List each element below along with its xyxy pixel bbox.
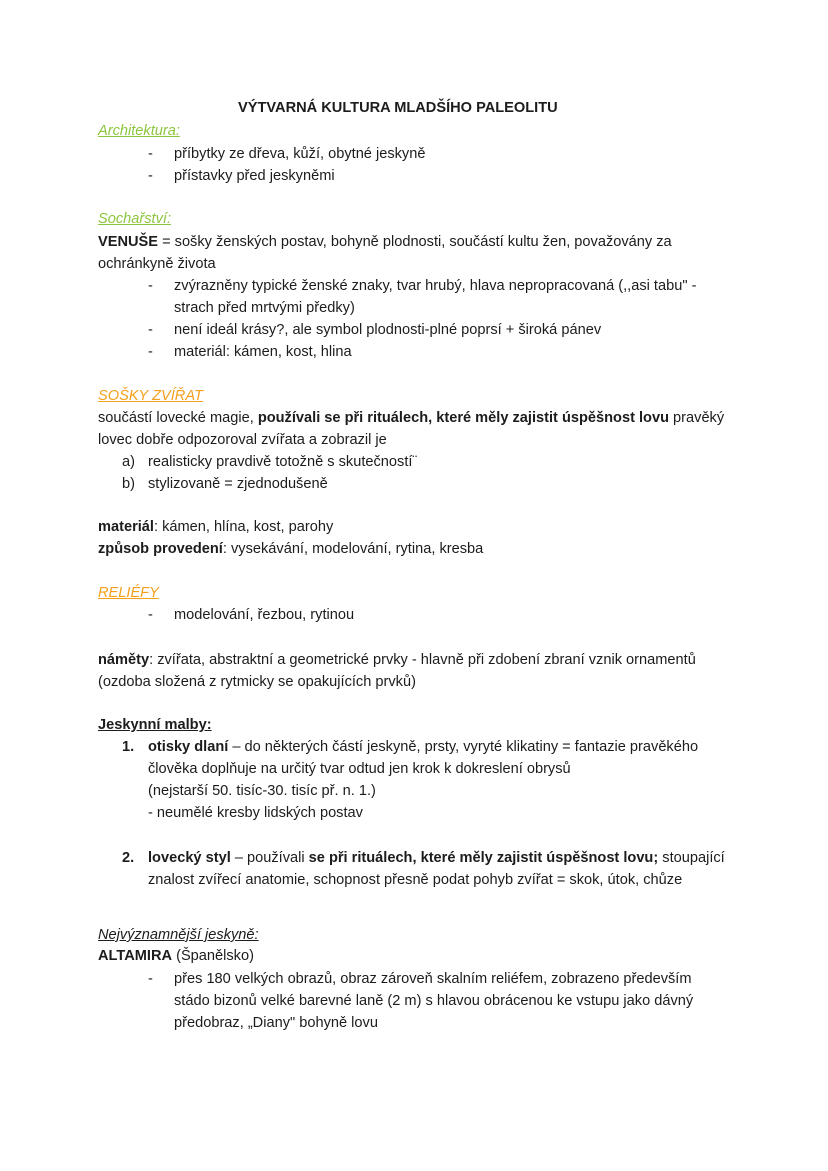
bullet-marker: - [148, 168, 153, 184]
zpusob-label: způsob provedení [98, 541, 223, 557]
sosky-paragraph-1 [98, 408, 724, 428]
sosky-p1-bold: používali se při rituálech, které měly zajistit úspěšnost lovu [257, 410, 669, 426]
venuse-def-text: = sošky ženských postav, bohyně plodnosti, součástí kultu žen, považovány za [158, 234, 672, 250]
malby-item-1-line-4: - neumělé kresby lidských postav [148, 805, 363, 821]
malby-item-1-line-2: člověka doplňuje na určitý tvar odtud jen krok k dokreslení obrysů [148, 761, 571, 777]
sosky-list-item-a: realisticky pravdivě totožně s skutečností¨ [148, 454, 418, 470]
document-title: VÝTVARNÁ KULTURA MLADŠÍHO PALEOLITU [238, 100, 558, 116]
sosky-list-item-b: stylizovaně = zjednodušeně [148, 476, 328, 492]
namety-line-cont: (ozdoba složená z rytmicky se opakujících prvků) [98, 674, 416, 690]
malby-item-2 [148, 848, 725, 868]
altamira-item-line-3: předobraz, „Diany" bohyně lovu [174, 1015, 378, 1031]
material-text: : kámen, hlína, kost, parohy [153, 519, 334, 535]
namety-label: náměty [98, 652, 150, 668]
sosky-p1-c: pravěký [669, 410, 725, 426]
malby-item-1-text: – do některých částí jeskyně, prsty, vyryté klikatiny = fantazie pravěkého [228, 739, 699, 755]
socharstvi-item-3: materiál: kámen, kost, hlina [174, 344, 352, 360]
malby-item-1-term: otisky dlaní [148, 739, 229, 755]
altamira-item-line-1: přes 180 velkých obrazů, obraz zároveň skalním reliéfem, zobrazeno především [174, 971, 692, 987]
malby-item-2-line-2: znalost zvířecí anatomie, schopnost přesně podat pohyb zvířat = skok, útok, chůze [148, 872, 683, 888]
malby-item-2-a: – používali [230, 850, 309, 866]
reliefy-heading: RELIÉFY [98, 585, 159, 601]
material-line [98, 517, 333, 537]
malby-item-2-bold: se při rituálech, které měly zajistit úspěšnost lovu; [308, 850, 659, 866]
architektura-item-1: příbytky ze dřeva, kůží, obytné jeskyně [174, 146, 426, 162]
altamira-term: ALTAMIRA [98, 948, 173, 964]
jeskyne-heading: Nejvýznamnější jeskyně: [98, 927, 259, 943]
namety-text: : zvířata, abstraktní a geometrické prvky - hlavně při zdobení zbraní vznik ornamentů [149, 652, 696, 668]
socharstvi-item-1-cont: strach před mrtvými předky) [174, 300, 355, 316]
architektura-item-2: přístavky před jeskyněmi [174, 168, 335, 184]
venuse-definition [98, 232, 672, 252]
bullet-marker: - [148, 146, 153, 162]
bullet-marker: - [148, 344, 153, 360]
sosky-zvirat-heading: SOŠKY ZVÍŘAT [98, 388, 203, 404]
venuse-definition-cont: ochránkyně života [98, 256, 216, 272]
jeskynni-malby-heading: Jeskynní malby: [98, 717, 212, 733]
malby-item-1 [148, 737, 698, 757]
bullet-marker: - [148, 278, 153, 294]
list-number-1: 1. [122, 739, 135, 755]
bullet-marker: - [148, 322, 153, 338]
venuse-term: VENUŠE [98, 234, 159, 250]
namety-line [98, 650, 696, 670]
zpusob-line [98, 539, 483, 559]
malby-item-2-c: stoupající [658, 850, 725, 866]
list-marker-a: a) [122, 454, 135, 470]
sosky-p1-a: součástí lovecké magie, [98, 410, 258, 426]
sosky-paragraph-1-cont: lovec dobře odpozoroval zvířata a zobrazil je [98, 432, 387, 448]
socharstvi-item-1: zvýrazněny typické ženské znaky, tvar hrubý, hlava nepropracovaná (,,asi tabu" - [174, 278, 697, 294]
altamira-country: (Španělsko) [172, 948, 254, 964]
socharstvi-heading: Sochařství: [98, 211, 171, 227]
socharstvi-item-2: není ideál krásy?, ale symbol plodnosti-plné poprsí + široká pánev [174, 322, 602, 338]
zpusob-text: : vysekávání, modelování, rytina, kresba [222, 541, 484, 557]
malby-item-2-term: lovecký styl [148, 850, 231, 866]
malby-item-1-line-3: (nejstarší 50. tisíc-30. tisíc př. n. 1.) [148, 783, 376, 799]
list-marker-b: b) [122, 476, 135, 492]
bullet-marker: - [148, 971, 153, 987]
bullet-marker: - [148, 607, 153, 623]
altamira-line [98, 946, 254, 966]
architektura-heading: Architektura: [98, 123, 180, 139]
list-number-2: 2. [122, 850, 135, 866]
altamira-item-line-2: stádo bizonů velké barevné laně (2 m) s hlavou obrácenou ke vstupu jako dávný [174, 993, 694, 1009]
material-label: materiál [98, 519, 154, 535]
reliefy-item-1: modelování, řezbou, rytinou [174, 607, 355, 623]
